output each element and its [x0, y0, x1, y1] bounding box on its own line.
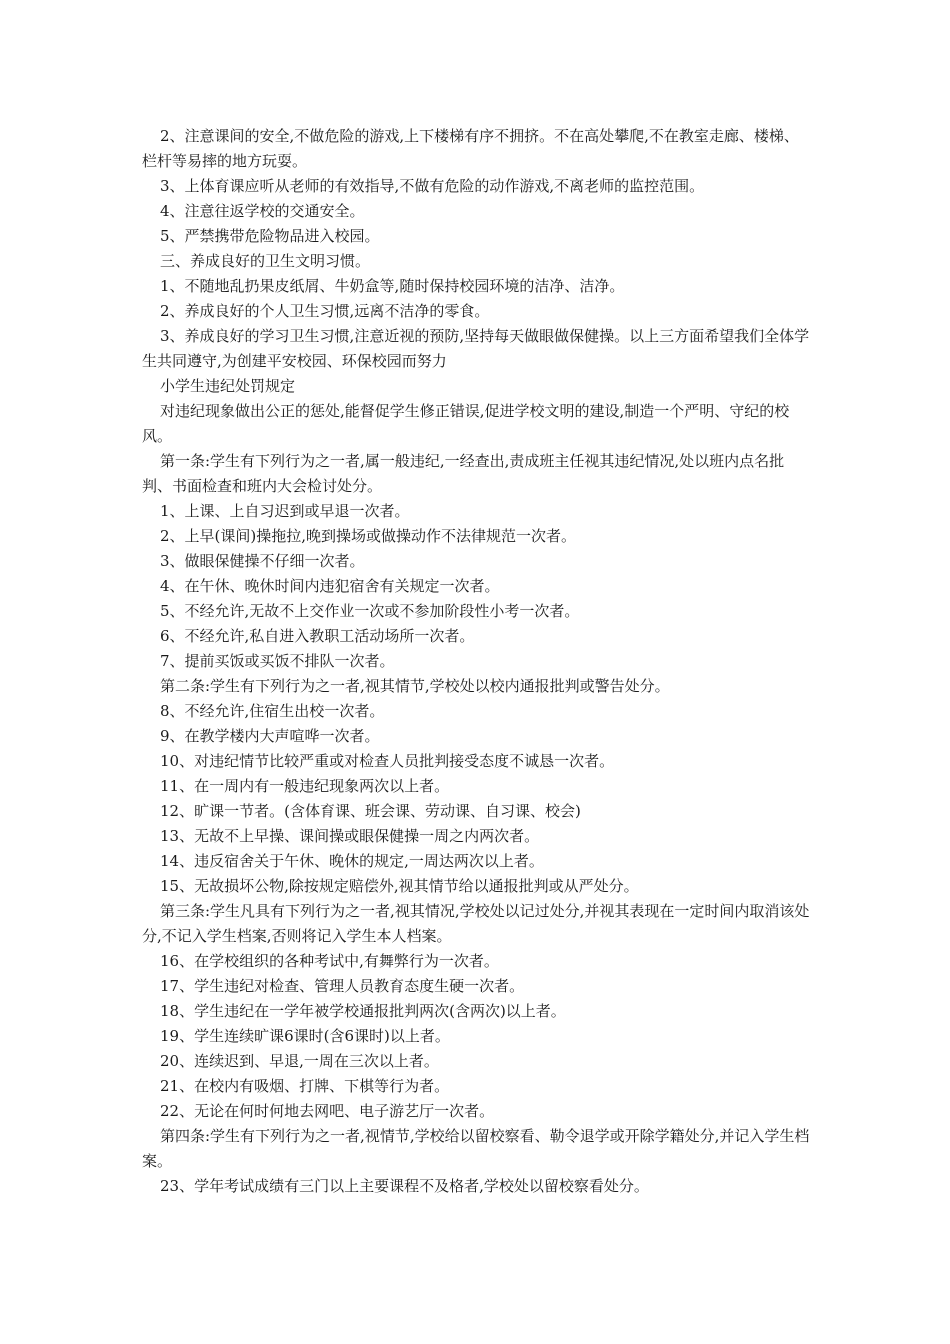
paragraph: 三、养成良好的卫生文明习惯。 [160, 252, 371, 270]
paragraph: 对违纪现象做出公正的惩处,能督促学生修正错误,促进学校文明的建设,制造一个严明、守纪的校风。 [142, 402, 790, 445]
paragraph: 2、注意课间的安全,不做危险的游戏,上下楼梯有序不拥挤。不在高处攀爬,不在教室走廊、楼梯、栏杆等易摔的地方玩耍。 [142, 127, 799, 170]
paragraph: 3、上体育课应听从老师的有效指导,不做有危险的动作游戏,不离老师的监控范围。 [160, 177, 705, 195]
paragraph: 16、在学校组织的各种考试中,有舞弊行为一次者。 [160, 952, 499, 970]
paragraph: 18、学生违纪在一学年被学校通报批判两次(含两次)以上者。 [160, 1002, 566, 1020]
paragraph: 第一条:学生有下列行为之一者,属一般违纪,一经查出,责成班主任视其违纪情况,处以班内点名批判、书面检查和班内大会检讨处分。 [142, 452, 785, 495]
paragraph: 5、严禁携带危险物品进入校园。 [160, 227, 380, 245]
paragraph: 19、学生连续旷课6课时(含6课时)以上者。 [160, 1027, 450, 1045]
paragraph: 14、违反宿舍关于午休、晚休的规定,一周达两次以上者。 [160, 852, 544, 870]
paragraph: 第三条:学生凡具有下列行为之一者,视其情况,学校处以记过处分,并视其表现在一定时间内取消该处分,不记入学生档案,否则将记入学生本人档案。 [142, 902, 810, 945]
paragraph: 小学生违纪处罚规定 [160, 377, 296, 395]
paragraph: 11、在一周内有一般违纪现象两次以上者。 [160, 777, 450, 795]
paragraph: 13、无故不上早操、课间操或眼保健操一周之内两次者。 [160, 827, 540, 845]
paragraph: 20、连续迟到、早退,一周在三次以上者。 [160, 1052, 439, 1070]
paragraph: 3、养成良好的学习卫生习惯,注意近视的预防,坚持每天做眼做保健操。以上三方面希望我们全体学生共同遵守,为创建平安校园、环保校园而努力 [142, 327, 810, 370]
paragraph: 21、在校内有吸烟、打牌、下棋等行为者。 [160, 1077, 450, 1095]
paragraph: 15、无故损坏公物,除按规定赔偿外,视其情节给以通报批判或从严处分。 [160, 877, 639, 895]
paragraph: 8、不经允许,住宿生出校一次者。 [160, 702, 385, 720]
paragraph: 7、提前买饭或买饭不排队一次者。 [160, 652, 395, 670]
document-body [142, 124, 812, 1199]
paragraph: 2、养成良好的个人卫生习惯,远离不洁净的零食。 [160, 302, 490, 320]
paragraph: 2、上早(课间)操拖拉,晚到操场或做操动作不法律规范一次者。 [160, 527, 577, 545]
paragraph: 5、不经允许,无故不上交作业一次或不参加阶段性小考一次者。 [160, 602, 580, 620]
paragraph: 12、旷课一节者。(含体育课、班会课、劳动课、自习课、校会) [160, 802, 581, 820]
paragraph: 1、不随地乱扔果皮纸屑、牛奶盒等,随时保持校园环境的洁净、洁净。 [160, 277, 625, 295]
paragraph: 第二条:学生有下列行为之一者,视其情节,学校处以校内通报批判或警告处分。 [160, 677, 670, 695]
paragraph: 4、在午休、晚休时间内违犯宿舍有关规定一次者。 [160, 577, 500, 595]
paragraph: 23、学年考试成绩有三门以上主要课程不及格者,学校处以留校察看处分。 [160, 1177, 649, 1195]
paragraph: 9、在教学楼内大声喧哗一次者。 [160, 727, 380, 745]
paragraph: 1、上课、上自习迟到或早退一次者。 [160, 502, 410, 520]
paragraph: 22、无论在何时何地去网吧、电子游艺厅一次者。 [160, 1102, 495, 1120]
paragraph: 4、注意往返学校的交通安全。 [160, 202, 365, 220]
paragraph: 10、对违纪情节比较严重或对检查人员批判接受态度不诚恳一次者。 [160, 752, 615, 770]
paragraph: 3、做眼保健操不仔细一次者。 [160, 552, 365, 570]
paragraph: 6、不经允许,私自进入教职工活动场所一次者。 [160, 627, 475, 645]
paragraph: 第四条:学生有下列行为之一者,视情节,学校给以留校察看、勒令退学或开除学籍处分,并记入学生档案。 [142, 1127, 810, 1170]
paragraph: 17、学生违纪对检查、管理人员教育态度生硬一次者。 [160, 977, 525, 995]
